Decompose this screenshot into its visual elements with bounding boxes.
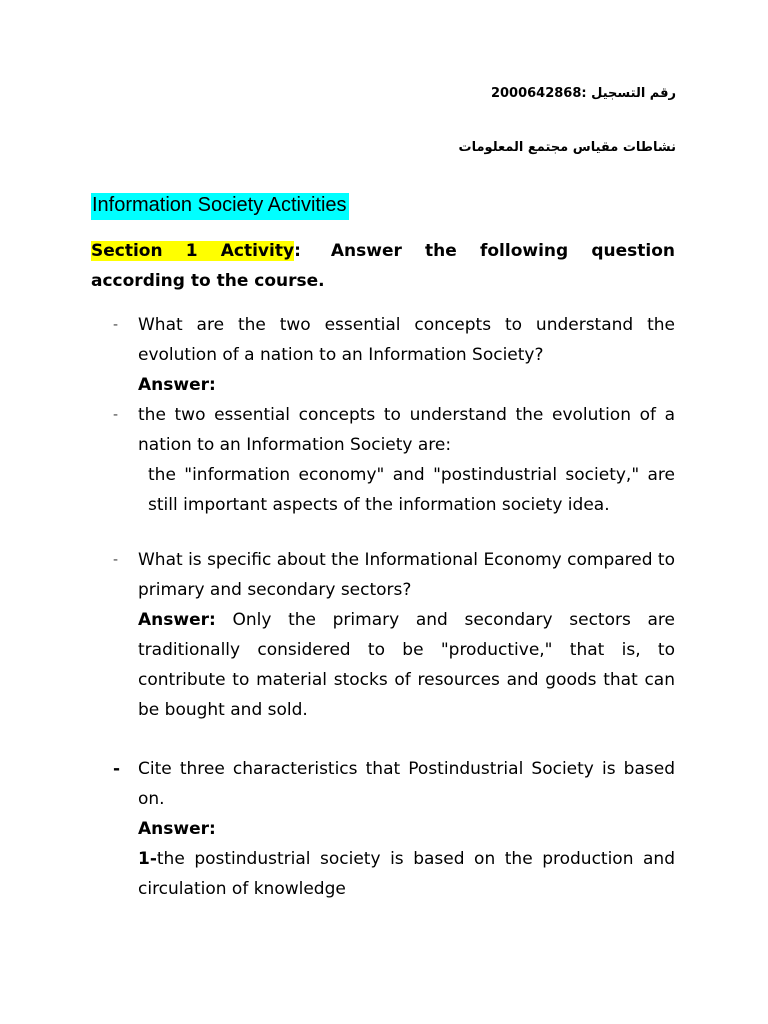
answer-block xyxy=(138,605,675,725)
question-text: Cite three characteristics that Postindustrial Society is based on. xyxy=(138,759,675,809)
list-item xyxy=(91,310,675,400)
question-text: What are the two essential concepts to understand the evolution of a nation to an Information Society? xyxy=(138,315,675,365)
answer-label: Answer: xyxy=(138,375,216,395)
answer-label: Answer: xyxy=(138,610,216,630)
list-dash: - xyxy=(113,407,119,423)
list-item xyxy=(91,400,675,520)
point-number: 1- xyxy=(138,849,157,869)
point-text: the postindustrial society is based on the production and circulation of knowledge xyxy=(138,849,675,899)
answer-text: Only the primary and secondary sectors are traditionally considered to be "productive," that is, to contribute to material stocks of resources and goods that can be bought and sold. xyxy=(138,610,675,720)
list-dash: - xyxy=(113,552,119,568)
section-instruction xyxy=(91,236,675,296)
list-item xyxy=(91,545,675,725)
list-item xyxy=(91,754,675,904)
list-dash: - xyxy=(113,759,121,779)
answer-continuation: the "information economy" and "postindustrial society," are still important aspects of the information society idea. xyxy=(148,465,675,515)
document-heading: Information Society Activities xyxy=(91,193,349,220)
section-colon: : xyxy=(294,241,301,261)
questions-list xyxy=(91,310,675,904)
answer-text: the two essential concepts to understand the evolution of a nation to an Information Society are: xyxy=(138,405,675,455)
answer-point xyxy=(138,844,675,904)
list-dash: - xyxy=(113,317,119,333)
registration-number: رقم التسجيل :2000642868 xyxy=(490,86,676,101)
question-text: What is specific about the Informational Economy compared to primary and secondary sectors? xyxy=(138,550,675,600)
arabic-activities-title: نشاطات مقياس مجتمع المعلومات xyxy=(458,140,676,155)
section-label: Section 1 Activity xyxy=(91,241,295,261)
answer-label: Answer: xyxy=(138,819,216,839)
section-instruction-text: Answer the following question according to the course. xyxy=(91,241,675,291)
